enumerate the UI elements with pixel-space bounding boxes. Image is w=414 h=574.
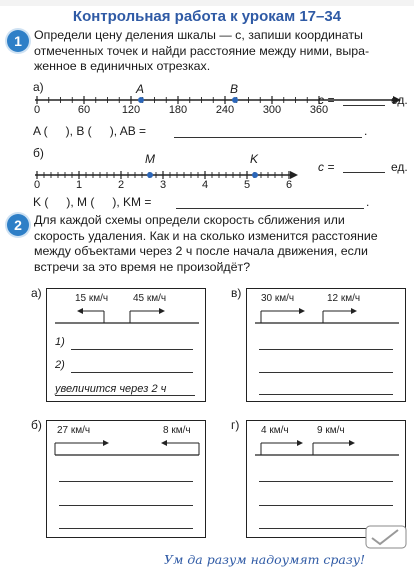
tick-label: 360 (309, 104, 329, 116)
point-m-marker (147, 172, 153, 178)
unit-b: ед. (391, 160, 408, 174)
tick-label: 60 (77, 104, 91, 116)
tick-label: 1 (75, 179, 83, 191)
answer-row-b: K ( ), M ( ), KM = (33, 195, 152, 209)
footer-motto: Ум да разум надоумят сразу! (164, 552, 365, 567)
scheme-v-label: в) (231, 286, 242, 300)
tick-label: 240 (215, 104, 235, 116)
scheme-v-blank-2 (259, 372, 393, 373)
task-2-line-3: между объектами через 2 ч после начала движения, если (34, 244, 368, 259)
task-1-line-2: отмеченных точек и найди расстояние между ними, выра- (34, 43, 370, 58)
tick-label: 3 (159, 179, 167, 191)
scheme-a-speed-2: 45 км/ч (133, 293, 167, 304)
scheme-b-speed-2: 8 км/ч (163, 425, 191, 436)
task-2-text (34, 213, 410, 275)
tick-label: 180 (168, 104, 188, 116)
scheme-v-frame (246, 288, 406, 402)
task-2-line-1: Для каждой схемы определи скорость сближения или (34, 213, 345, 227)
scheme-g-label: г) (231, 418, 240, 432)
point-b-marker (232, 97, 238, 103)
tick-label: 4 (201, 179, 209, 191)
scheme-b-label: б) (31, 418, 42, 432)
scheme-g-blank-2 (259, 505, 393, 506)
scheme-a-blank-1 (71, 349, 193, 350)
tick-label: 2 (117, 179, 125, 191)
scheme-a-example: увеличится через 2 ч (55, 383, 195, 396)
scheme-a-line-1-label: 1) (55, 336, 65, 348)
unit-a: ед. (391, 93, 408, 107)
point-k-label: K (250, 152, 259, 166)
scheme-g-speed-1: 4 км/ч (261, 425, 289, 436)
answer-a-end: . (364, 124, 368, 138)
scheme-g-frame (246, 420, 406, 538)
scheme-b-blank-3 (59, 528, 193, 529)
tick-label: 0 (33, 179, 41, 191)
scheme-a-label: а) (31, 286, 42, 300)
scheme-g-blank-1 (259, 481, 393, 482)
tick-label: 5 (243, 179, 251, 191)
part-b-label: б) (33, 146, 44, 160)
task-2-badge: 2 (7, 214, 29, 236)
c-answer-a (343, 105, 385, 106)
scheme-a-line-2-label: 2) (55, 359, 65, 371)
scheme-v-speed-2: 12 км/ч (327, 293, 361, 304)
c-answer-b (343, 172, 385, 173)
scheme-b-blank-1 (59, 481, 193, 482)
answer-b-end: . (366, 195, 370, 209)
scheme-g-speed-2: 9 км/ч (317, 425, 345, 436)
c-label-b: c = (318, 160, 335, 174)
task-1-line-1: Определи цену деления шкалы — c, запиши координаты (34, 28, 363, 42)
task-2-line-4: встречи за это время не произойдёт? (34, 259, 251, 274)
scheme-v-speed-1: 30 км/ч (261, 293, 295, 304)
scheme-b-diagram (47, 421, 207, 539)
scheme-b-speed-1: 27 км/ч (57, 425, 91, 436)
check-stamp-icon (364, 522, 408, 552)
tick-label: 0 (33, 104, 41, 116)
scheme-v-blank-1 (259, 349, 393, 350)
task-2-line-2: скорость удаления. Как и на сколько изменится расстояние (34, 228, 378, 243)
scheme-a-speed-1: 15 км/ч (75, 293, 109, 304)
c-label-a: c = (318, 93, 335, 107)
point-k-marker (252, 172, 258, 178)
point-a-marker (138, 97, 144, 103)
tick-label: 120 (121, 104, 141, 116)
ab-answer-line (174, 137, 362, 138)
tick-label: 6 (285, 179, 293, 191)
point-m-label: M (145, 152, 155, 166)
point-b-label: B (230, 82, 239, 96)
scheme-b-blank-2 (59, 505, 193, 506)
answer-row-a: A ( ), B ( ), AB = (33, 124, 147, 138)
scheme-v-blank-3 (259, 394, 393, 395)
scheme-a-frame (46, 288, 206, 402)
page-title: Контрольная работа к урокам 17–34 (72, 8, 342, 25)
scheme-v-diagram (247, 289, 407, 403)
tick-label: 300 (262, 104, 282, 116)
point-a-label: A (136, 82, 145, 96)
km-answer-line (176, 208, 364, 209)
scheme-a-blank-2 (71, 372, 193, 373)
task-1-badge: 1 (7, 30, 29, 52)
part-a-label: а) (33, 80, 44, 94)
scheme-b-frame (46, 420, 206, 538)
task-1-line-3: женное в единичных отрезках. (34, 59, 211, 74)
